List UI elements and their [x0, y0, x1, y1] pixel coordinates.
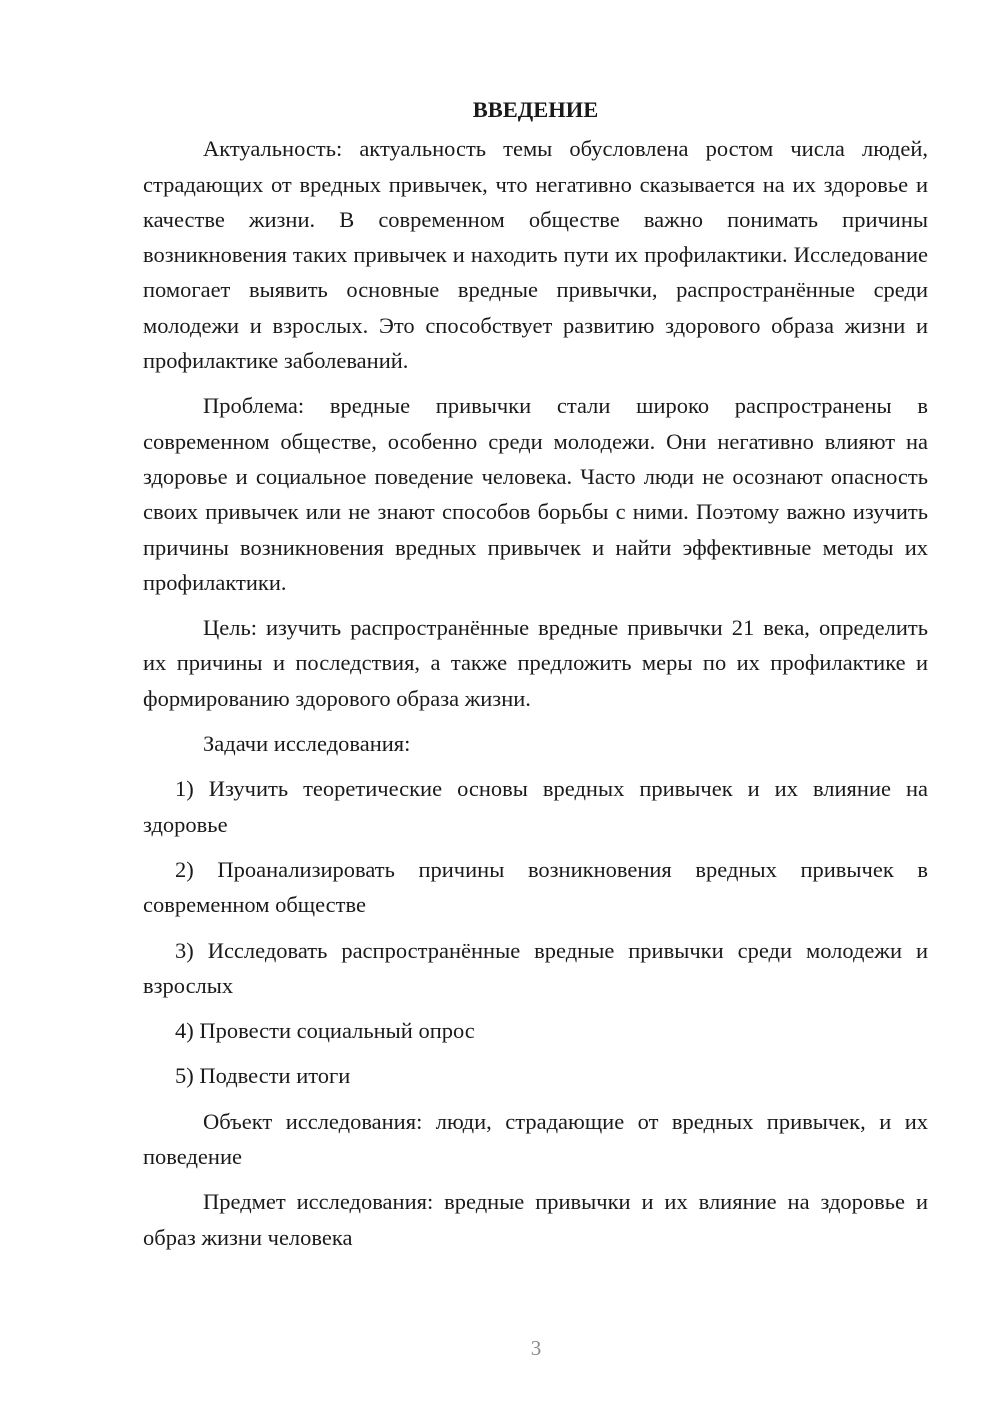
list-item: 2) Проанализировать причины возникновения вредных привычек в современном обществе [143, 856, 928, 918]
tasks-list [143, 771, 928, 1093]
page-number: 3 [530, 1336, 542, 1360]
object-paragraph: Объект исследования: люди, страдающие от вредных привычек, и их поведение [143, 1108, 928, 1170]
list-item: 1) Изучить теоретические основы вредных привычек и их влияние на здоровье [143, 776, 928, 837]
goal-paragraph: Цель: изучить распространённые вредные привычки 21 века, определить их причины и последствия, а также предложить меры по их профилактике и формированию здорового образа жизни. [143, 615, 928, 711]
problem-paragraph: Проблема: вредные привычки стали широко распространены в современном обществе, особенно среди молодежи. Они негативно влияют на здоровье и социальное поведение человека. Часто люди не осознают опасность своих привычек или не знают способов борьбы с ними. Поэтому важно изучить причины возникновения вредных привычек и найти эффективные методы их профилактики. [143, 393, 928, 595]
subject-paragraph: Предмет исследования: вредные привычки и их влияние на здоровье и образ жизни человека [143, 1189, 928, 1250]
relevance-paragraph: Актуальность: актуальность темы обусловлена ростом числа людей, страдающих от вредных привычек, что негативно сказывается на их здоровье и качестве жизни. В современном обществе важно понимать причины возникновения таких привычек и находить пути их профилактики. Исследование помогает выявить основные вредные привычки, распространённые среди молодежи и взрослых. Это способствует развитию здорового образа жизни и профилактике заболеваний. [143, 136, 928, 374]
page-content [143, 92, 928, 1265]
section-title: ВВЕДЕНИЕ [472, 97, 599, 122]
list-item: 4) Провести социальный опрос [175, 1018, 475, 1044]
tasks-heading: Задачи исследования: [203, 731, 411, 757]
list-item: 5) Подвести итоги [175, 1063, 351, 1089]
list-item: 3) Исследовать распространённые вредные привычки среди молодежи и взрослых [143, 937, 928, 998]
